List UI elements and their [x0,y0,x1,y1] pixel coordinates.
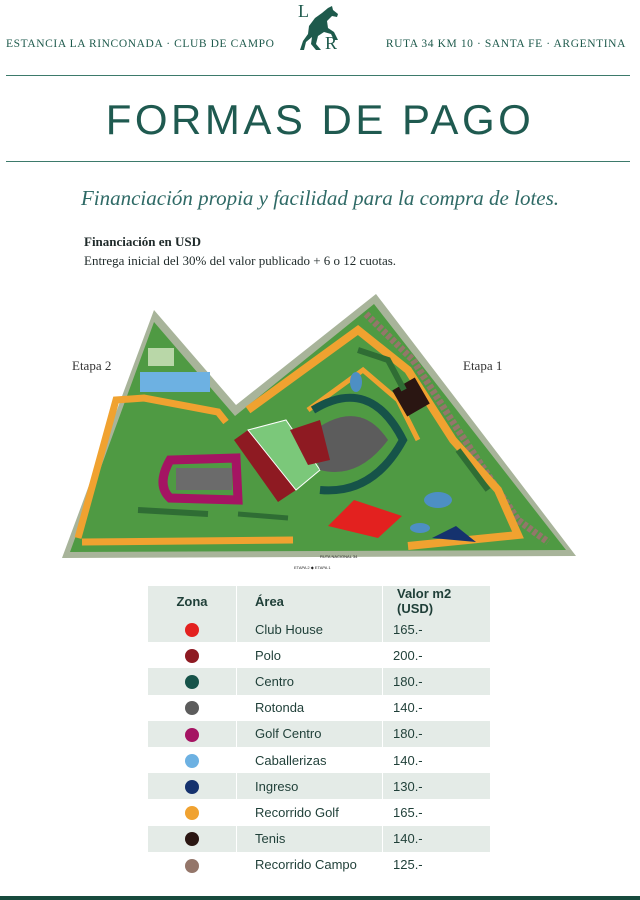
area-cell: Recorrido Golf [237,799,383,825]
horse-icon [294,4,346,54]
page-title: FORMAS DE PAGO [105,96,535,143]
zona-cell [148,852,237,878]
zona-cell [148,668,237,694]
zona-cell [148,642,237,668]
zone-color-dot [185,649,199,663]
valor-cell: 130.- [383,773,491,799]
zona-cell [148,747,237,773]
zone-color-dot [185,806,199,820]
financing-text: Entrega inicial del 30% del valor publicado + 6 o 12 cuotas. [84,253,397,268]
area-cell: Rotonda [237,695,383,721]
table-row [148,826,490,852]
col-zona: Zona [148,586,237,616]
valor-cell: 125.- [383,852,491,878]
valor-cell: 180.- [383,668,491,694]
route-label: RUTA NACIONAL 34 [320,554,358,559]
zona-cell [148,695,237,721]
valor-cell: 165.- [383,616,491,642]
zona-cell [148,826,237,852]
area-cell: Golf Centro [237,721,383,747]
zone-color-dot [185,754,199,768]
subtitle: Financiación propia y facilidad para la compra de lotes. [80,186,560,210]
area-cell: Polo [237,642,383,668]
recorrido-golf-zone-e2-bottom [82,540,293,542]
zone-color-dot [185,859,199,873]
zone-color-dot [185,832,199,846]
pond [350,372,362,392]
area-cell: Tenis [237,826,383,852]
top-rule [6,75,630,76]
valor-cell: 140.- [383,747,491,773]
financing-heading: Financiación en USD [84,234,202,249]
zone-color-dot [185,675,199,689]
header-left-text: ESTANCIA LA RINCONADA · CLUB DE CAMPO [6,38,275,50]
table-row [148,642,490,668]
zona-cell [148,616,237,642]
table-row [148,721,490,747]
table-row [148,799,490,825]
area-cell: Caballerizas [237,747,383,773]
zona-cell [148,721,237,747]
table-header-row [148,586,490,616]
valor-cell: 165.- [383,799,491,825]
valor-cell: 200.- [383,642,491,668]
area-cell: Club House [237,616,383,642]
col-area: Área [237,586,383,616]
etapa-1-label: Etapa 1 [463,358,503,373]
etapa-2-label: Etapa 2 [72,358,112,373]
table-row [148,616,490,642]
header-right-text: RUTA 34 KM 10 · SANTA FE · ARGENTINA [385,38,626,50]
area-cell: Recorrido Campo [237,852,383,878]
col-valor: Valor m2 (USD) [383,586,491,616]
logo [290,0,350,56]
pond [410,523,430,533]
map-building [148,348,174,366]
valor-cell: 180.- [383,721,491,747]
table-row [148,773,490,799]
title-rule [6,161,630,162]
table-row [148,695,490,721]
fairway [138,510,208,514]
pond [424,492,452,508]
lot-map [58,290,578,572]
logo-letter-l: L [298,1,309,21]
table-row [148,668,490,694]
zone-color-dot [185,728,199,742]
caballerizas-zone [140,372,210,392]
zone-color-dot [185,780,199,794]
zone-color-dot [185,623,199,637]
price-table [148,586,490,878]
logo-letter-r: R [325,33,338,53]
footer-bar [0,896,640,900]
zone-color-dot [185,701,199,715]
valor-cell: 140.- [383,695,491,721]
valor-cell: 140.- [383,826,491,852]
area-cell: Centro [237,668,383,694]
table-row [148,747,490,773]
golf-centro-core [176,468,232,490]
zona-cell [148,799,237,825]
table-row [148,852,490,878]
stages-sign: ETAPA 2 ◆ ETAPA 1 [294,565,331,570]
zona-cell [148,773,237,799]
area-cell: Ingreso [237,773,383,799]
